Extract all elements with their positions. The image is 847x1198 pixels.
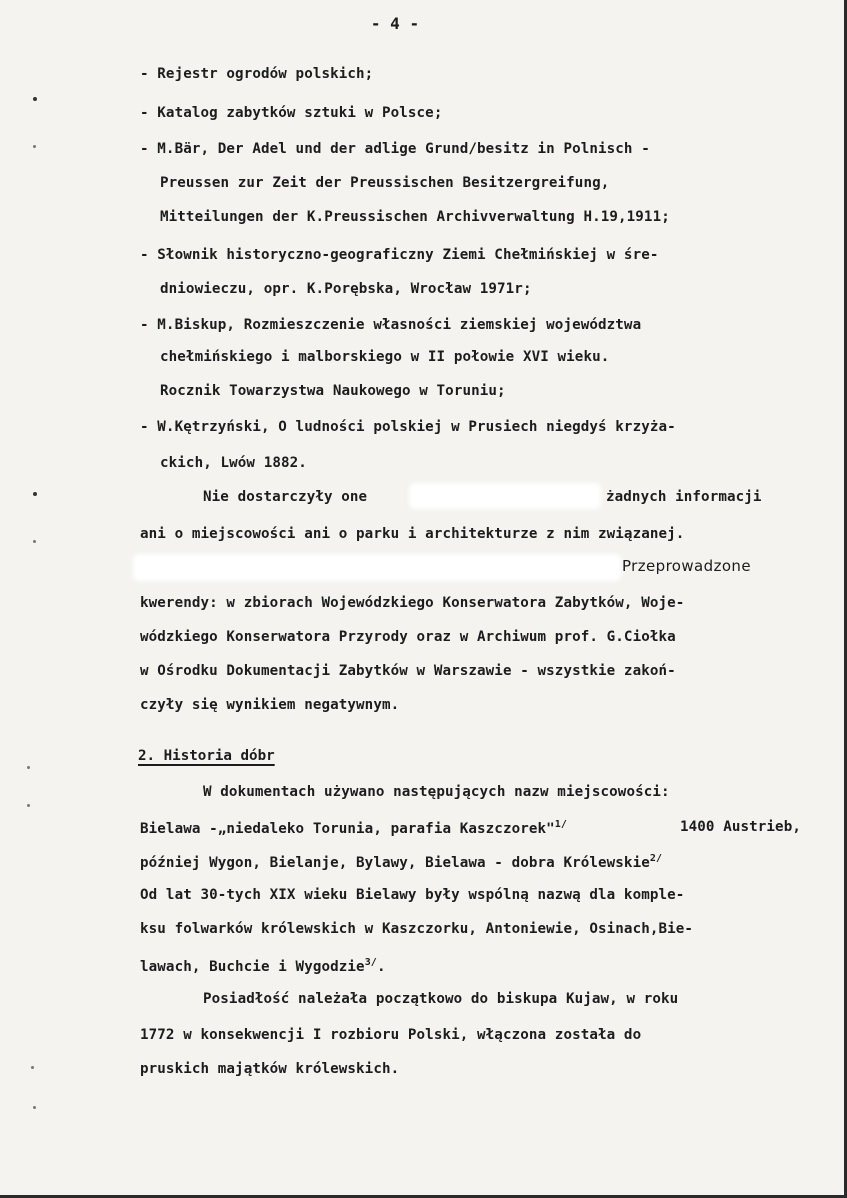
margin-mark (27, 804, 30, 807)
source-line: - Słownik historyczno-geograficzny Ziemi Chełmińskiej w śre- (140, 247, 659, 263)
margin-mark (27, 766, 30, 769)
redaction (412, 486, 598, 506)
page-number: - 4 - (370, 14, 420, 33)
paragraph-line: pruskich majątków królewskich. (140, 1061, 400, 1077)
margin-mark (33, 540, 36, 543)
source-line: ckich, Lwów 1882. (160, 455, 307, 471)
paragraph-line: w Ośrodku Dokumentacji Zabytków w Warszawie - wszystkie zakoń- (140, 663, 676, 679)
margin-mark (33, 492, 37, 496)
paragraph-line: Od lat 30-tych XIX wieku Bielawy były wspólną nazwą dla komple- (140, 887, 685, 903)
paragraph-line: Nie dostarczyły one (203, 489, 368, 505)
margin-mark (33, 145, 36, 148)
source-line: chełmińskiego i malborskiego w II połowie XVI wieku. (160, 349, 610, 365)
source-line: - M.Biskup, Rozmieszczenie własności ziemskiej województwa (140, 317, 642, 333)
paragraph-line: W dokumentach używano następujących nazw miejscowości: (203, 784, 670, 800)
paragraph-line: lawach, Buchcie i Wygodzie$^{3/}$. (140, 957, 386, 975)
source-line: Preussen zur Zeit der Preussischen Besitzergreifung, (160, 175, 610, 191)
redaction (136, 557, 618, 578)
paragraph-line: czyły się wynikiem negatywnym. (140, 697, 400, 713)
source-line: - Katalog zabytków sztuki w Polsce; (140, 105, 443, 121)
section-heading: 2. Historia dóbr (138, 748, 275, 764)
paragraph-line: 1772 w konsekwencji I rozbioru Polski, włączona została do (140, 1027, 642, 1043)
margin-mark (31, 1066, 34, 1069)
paragraph-line: Przeprowadzone (622, 557, 751, 575)
source-line: Rocznik Towarzystwa Naukowego w Toruniu; (160, 383, 506, 399)
source-line: Mitteilungen der K.Preussischen Archivverwaltung H.19,1911; (160, 209, 670, 225)
source-line: - W.Kętrzyński, O ludności polskiej w Prusiech niegdyś krzyża- (140, 419, 676, 435)
paragraph-line: żadnych informacji (606, 489, 762, 505)
paragraph-line: później Wygon, Bielanje, Bylawy, Bielawa - dobra Królewskie$^{2/}$ (140, 853, 663, 871)
source-line: dniowieczu, opr. K.Porębska, Wrocław 1971r; (160, 281, 532, 297)
source-line: - M.Bär, Der Adel und der adlige Grund/besitz in Polnisch - (140, 141, 650, 157)
paragraph-line: Bielawa -„niedaleko Torunia, parafia Kaszczorek"$^{1/}$ (140, 819, 568, 837)
paragraph-line: ksu folwarków królewskich w Kaszczorku, Antoniewie, Osinach,Bie- (140, 921, 694, 937)
paragraph-line: wódzkiego Konserwatora Przyrody oraz w Archiwum prof. G.Ciołka (140, 629, 676, 645)
source-line: - Rejestr ogrodów polskich; (140, 66, 374, 82)
paragraph-line: Posiadłość należała początkowo do biskupa Kujaw, w roku (203, 991, 679, 1007)
margin-mark (33, 97, 37, 101)
paragraph-line: kwerendy: w zbiorach Wojewódzkiego Konserwatora Zabytków, Woje- (140, 595, 685, 611)
paragraph-line: ani o miejscowości ani o parku i architekturze z nim związanej. (140, 526, 685, 542)
margin-mark (33, 1106, 36, 1109)
paragraph-line: 1400 Austrieb, (680, 819, 801, 835)
